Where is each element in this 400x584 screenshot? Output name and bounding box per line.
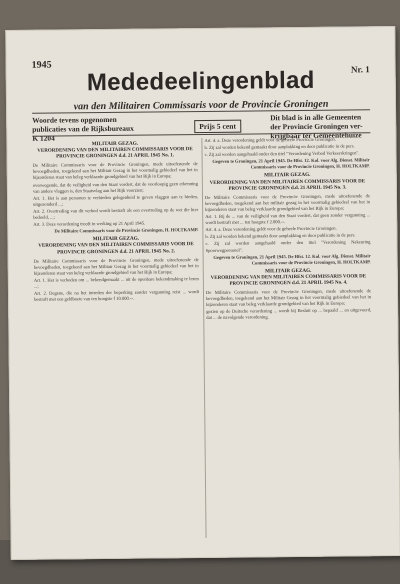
signature: Gegeven te Groningen, 21 April 1945. De Hfst. 12. Kol. voor Alg. Dienst. Militair Commissaris voor de Provincie Groningen, H. HOLTKAMP. (212, 157, 370, 170)
right-info-line: der Provincie Groningen ver- (270, 121, 363, 132)
newspaper-page (5, 26, 400, 560)
price-box: Prijs 5 cent (194, 120, 241, 133)
paragraph: overwegende, dat de veiligheid van den Staat vordert, dat de voorloopig geen erkenning van andere vlaggen is, den Staatsvlag aan het Rijk voorzien; (32, 180, 198, 194)
section-heading: MILITAIR GEZAG. (264, 172, 311, 179)
page-subtitle: van den Militairen Commissaris voor de Provincie Groningen (73, 98, 329, 113)
right-info-line: Dit blad is in alle Gemeenten (270, 112, 362, 123)
paragraph: Art. 4. a. Deze verordening geldt voor de geheele Provincie Groningen. (204, 136, 336, 143)
paragraph: c. Zij zal worden aangehaald onder den titel "Verordening Nakeuring Spoorwegpersonel". (205, 239, 371, 253)
section-heading: MILITAIR GEZAG. (91, 140, 139, 148)
right-info-line: krijgbaar ter Gemeentehuize (270, 130, 362, 141)
paragraph: gezien op de Duitsche verordening ... wordt bij Besluit op ... bepaald ... en uitgevoerd, dat ... de navolgende verordening. (206, 307, 372, 321)
paragraph: c. Zij zal worden aangehaald onder den titel "Verordening Verbod Verkeerskringen". (204, 150, 360, 158)
paragraph: Art. 1. Bij de ... van de veiligheid van den Staat vordert, dat geen zonder vergunning ... wordt bestraft met ... ten hoogste f 2.000.--. (205, 212, 371, 226)
paragraph: Art. 1. Het is verboden om ... bekendgemaakt ... uit de openbare bekendmaking te lezen ...; (33, 275, 199, 289)
paragraph: Art. 3. Deze verordening treedt in werking op 21 April 1945. (33, 220, 146, 227)
signature: De Militaire Commissaris voor de Provincie Groningen, H. HOLTKAMP. (54, 227, 199, 234)
section-heading: MILITAIR GEZAG. (265, 267, 312, 275)
left-info-line: publicaties van de Rijksbureaux (32, 123, 134, 134)
paragraph: De Militaire Commissaris voor de Provincie Groningen, mede uitoefenende de bevoegdheden, toegekend aan het Militair Gezag in het voormalig gebiedeel van het in bijzonderen staat van beleg verklaarde grondgebied van het Rijk in Europa; (205, 288, 372, 308)
column-right (204, 136, 371, 322)
paragraph: Art. 2. Degene, die na het intreden der beperking zonder vergunning reist ... wordt bestraft met een geldboete van ten hoogste f 10.000.--. (33, 289, 200, 302)
paragraph: b. Zij zal worden bekend gemaakt door aanplakking en door publicatie in de pers. (205, 232, 356, 240)
paragraph: b. Zij zal worden bekend gemaakt door aanplakking en door publicatie in de pers. (204, 143, 355, 151)
paragraph: Art. 4. a. Deze verordening geldt voor de geheele Provincie Groningen. (205, 225, 337, 233)
column-left (32, 138, 199, 304)
issue-number: Nr. 1 (350, 64, 370, 75)
signature: Gegeven te Groningen, 21 April 1945. De Hfst. 12. Kol. voor Alg. Dienst. Militair Commissaris voor de Provincie Groningen, H. HOLTKAMP. (213, 252, 371, 266)
left-info-line: K 1204 (32, 133, 55, 143)
paragraph: De Militaire Commissaris voor de Provincie Groningen, mede uitoefenende de bevoegdheden, toegekend aan het Militair Gezag in het voormalig gebiedeel van het in bijzonderen staat van beleg verklaarde grondgebied van het Rijk in Europa; (32, 161, 198, 181)
section-subheading: VERORDENING VAN DEN MILITAIREN COMMISSARIS VOOR DE PROVINCIE GRONINGEN d.d. 21 APRIL 1945 No. 4. (210, 274, 367, 287)
year-label: 1945 (31, 59, 52, 71)
section-subheading: VERORDENING VAN DEN MILITAIREN COMMISSARIS VOOR DE PROVINCIE GRONINGEN d.d. 21 APRIL 1945 No. 2. (38, 242, 194, 256)
left-info-line: Woorde tevens opgenomen (32, 114, 117, 125)
section-heading: MILITAIR GEZAG. (92, 235, 140, 243)
paragraph: De Militaire Commissaris voor de Provincie Groningen, mede uitoefenende de bevoegdheden, toegekend aan het militair gezag in het voormalig gebiedeel van het in bijzonderen staat van beleg verklaarde grondgebied van het Rijk in Europa; (204, 192, 371, 212)
section-subheading: VERORDENING VAN DEN MILITAIREN COMMISSARIS VOOR DE PROVINCIE GRONINGEN d.d. 21 APRIL 1945 No. 3. (209, 178, 366, 192)
paragraph: De Militaire Commissaris voor de Provincie Groningen, mede uitoefenende de bevoegdheden, toegekend aan het Militair Gezag in het voormalig gebiedeel van het in bijzonderen staat van beleg verklaarde grondgebied van het Rijk in Europa; (33, 256, 199, 276)
paragraph: Art. 1. Het is aan personen te verbieden gelegenheid te geven vlaggen aan te bieden, uitgezonderd ...; (32, 193, 199, 207)
paragraph: Art. 2. Overtreding van dit verbod wordt bestraft als een overtreding op de wet die hier bedoeld, ...; (33, 206, 199, 220)
section-subheading: VERORDENING VAN DEN MILITAIREN COMMISSARIS VOOR DE PROVINCIE GRONINGEN d.d. 21 APRIL 1945 No. 1. (37, 147, 193, 160)
page-title: Mededeelingenblad (86, 66, 315, 97)
